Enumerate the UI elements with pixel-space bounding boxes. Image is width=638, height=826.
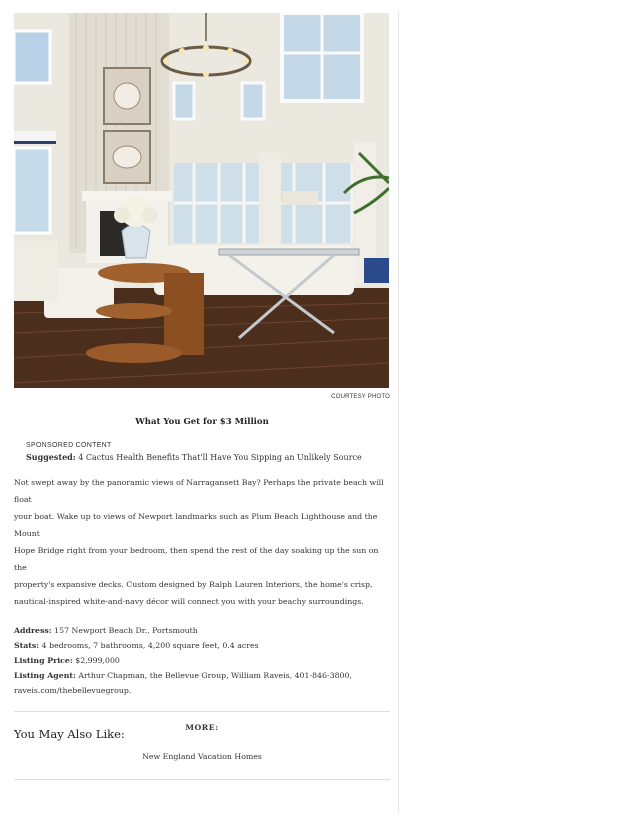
you-may-also-like-heading: You May Also Like: bbox=[14, 727, 125, 741]
body-line: nautical-inspired white-and-navy décor will connect you with your beachy surroundings. bbox=[14, 597, 364, 606]
divider bbox=[14, 711, 390, 712]
suggested-prefix: Suggested: bbox=[26, 452, 76, 462]
listing-photo[interactable] bbox=[14, 13, 389, 388]
photo-credit: COURTESY PHOTO bbox=[331, 394, 390, 400]
sponsored-suggestion[interactable] bbox=[26, 452, 390, 462]
stats-row bbox=[14, 638, 390, 653]
price-label: Listing Price: bbox=[14, 656, 73, 665]
stats-label: Stats: bbox=[14, 641, 40, 650]
living-room-image bbox=[14, 13, 389, 388]
price-row bbox=[14, 653, 390, 668]
body-line: Hope Bridge right from your bedroom, then spend the rest of the day soaking up the sun on the bbox=[14, 546, 379, 572]
more-section bbox=[14, 711, 390, 780]
column-divider bbox=[398, 12, 399, 812]
body-line: your boat. Wake up to views of Newport landmarks such as Plum Beach Lighthouse and the Mount bbox=[14, 512, 378, 538]
agent-label: Listing Agent: bbox=[14, 671, 76, 680]
more-title: MORE: bbox=[185, 723, 219, 732]
agent-url[interactable]: raveis.com/thebellevuegroup. bbox=[14, 686, 132, 695]
article bbox=[14, 13, 390, 780]
article-body bbox=[14, 474, 390, 610]
address-label: Address: bbox=[14, 626, 52, 635]
address-row bbox=[14, 623, 390, 638]
suggested-link[interactable]: 4 Cactus Health Benefits That'll Have You Sipping an Unlikely Source bbox=[78, 453, 362, 462]
photo-caption-headline: What You Get for $3 Million bbox=[135, 417, 269, 427]
more-link[interactable]: New England Vacation Homes bbox=[142, 752, 262, 761]
agent-value: Arthur Chapman, the Bellevue Group, William Raveis, 401-846-3800, bbox=[78, 671, 352, 680]
body-line: Not swept away by the panoramic views of Narragansett Bay? Perhaps the private beach will float bbox=[14, 478, 384, 504]
sponsored-label: SPONSORED CONTENT bbox=[26, 442, 112, 449]
body-line: property's expansive decks. Custom designed by Ralph Lauren Interiors, the home's crisp, bbox=[14, 580, 373, 589]
agent-row bbox=[14, 668, 390, 683]
stats-value: 4 bedrooms, 7 bathrooms, 4,200 square feet, 0.4 acres bbox=[41, 641, 259, 650]
listing-facts bbox=[14, 623, 390, 698]
address-value: 157 Newport Beach Dr., Portsmouth bbox=[54, 626, 198, 635]
price-value: $2,999,000 bbox=[75, 656, 120, 665]
divider bbox=[14, 779, 390, 780]
